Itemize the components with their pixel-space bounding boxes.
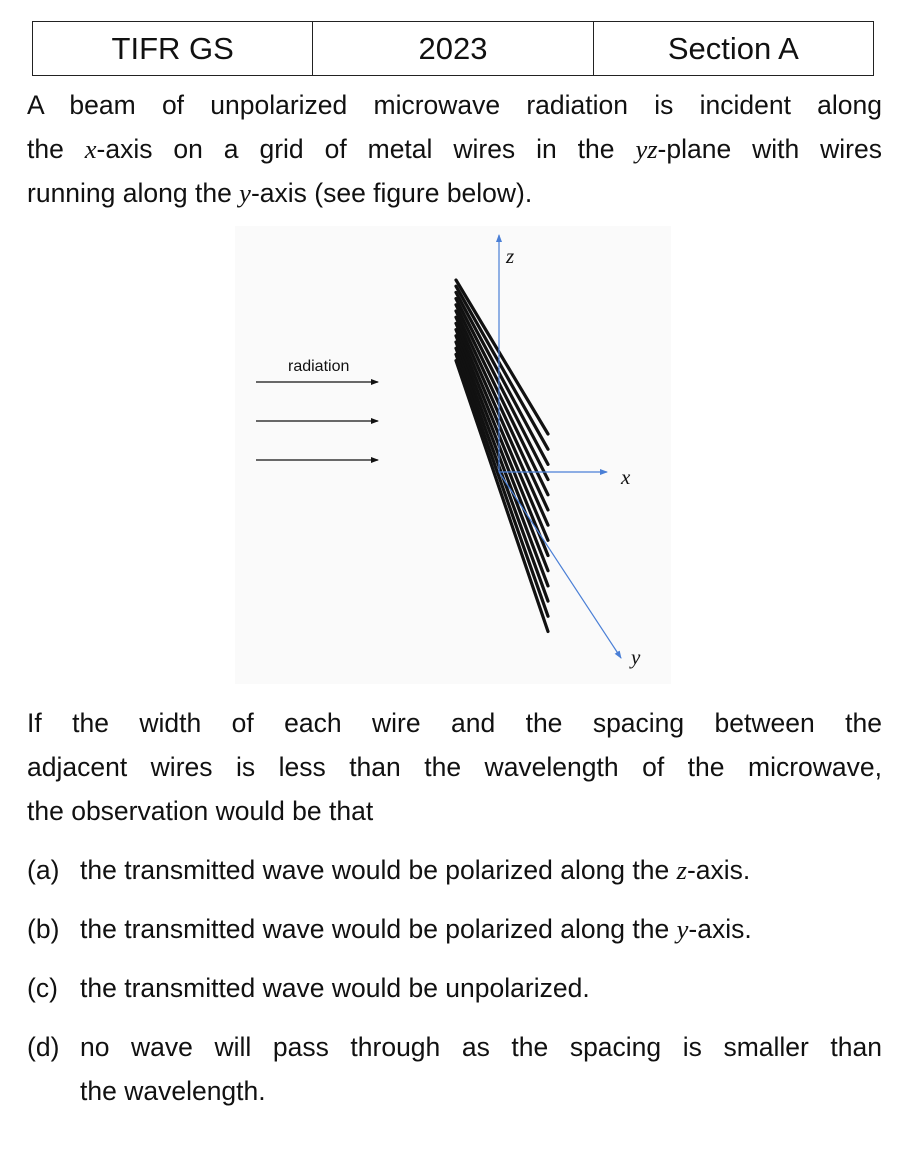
intro-line-3: running along the y-axis (see figure below). (27, 178, 533, 208)
math-y: y (239, 178, 251, 208)
question-line-3: the observation would be that (27, 796, 374, 826)
metal-wire-grid (456, 280, 548, 631)
exam-name-cell: TIFR GS (111, 30, 234, 66)
metal-wire (456, 354, 548, 616)
radiation-label: radiation (288, 358, 350, 375)
option-c-label: (c) (27, 973, 58, 1003)
wire-grid-diagram (235, 226, 671, 684)
option-b-text: the transmitted wave would be polarized along the y-axis. (80, 914, 752, 944)
option-d (27, 1025, 882, 1113)
option-b-label: (b) (27, 914, 60, 944)
option-c-text: the transmitted wave would be unpolarized. (80, 973, 590, 1003)
question-line-2: adjacent wires is less than the wavelength of the microwave, (27, 752, 882, 782)
intro-line-1: A beam of unpolarized microwave radiation is incident along (27, 90, 882, 120)
y-axis-label: y (631, 645, 641, 669)
question-line-1: If the width of each wire and the spacing between the (27, 708, 882, 738)
option-d-text: no wave will pass through as the spacing is smaller than the wavelength. (80, 1032, 882, 1106)
problem-intro (27, 83, 882, 215)
exam-year-cell: 2023 (312, 22, 592, 75)
option-a-label: (a) (27, 855, 60, 885)
y-axis (499, 472, 621, 658)
x-axis-label: x (621, 465, 631, 489)
option-a-text: the transmitted wave would be polarized along the z-axis. (80, 855, 751, 885)
option-d-label: (d) (27, 1032, 60, 1062)
wire-grid-figure (235, 226, 671, 684)
math-x: x (84, 134, 97, 164)
intro-line-2: the x-axis on a grid of metal wires in the yz-plane with wires (27, 134, 882, 164)
z-axis-label: z (506, 244, 515, 268)
metal-wire (456, 330, 548, 556)
math-yz: yz (635, 134, 658, 164)
exam-header-table (32, 21, 874, 76)
exam-section-cell: Section A (593, 22, 873, 75)
question-text (27, 701, 882, 833)
